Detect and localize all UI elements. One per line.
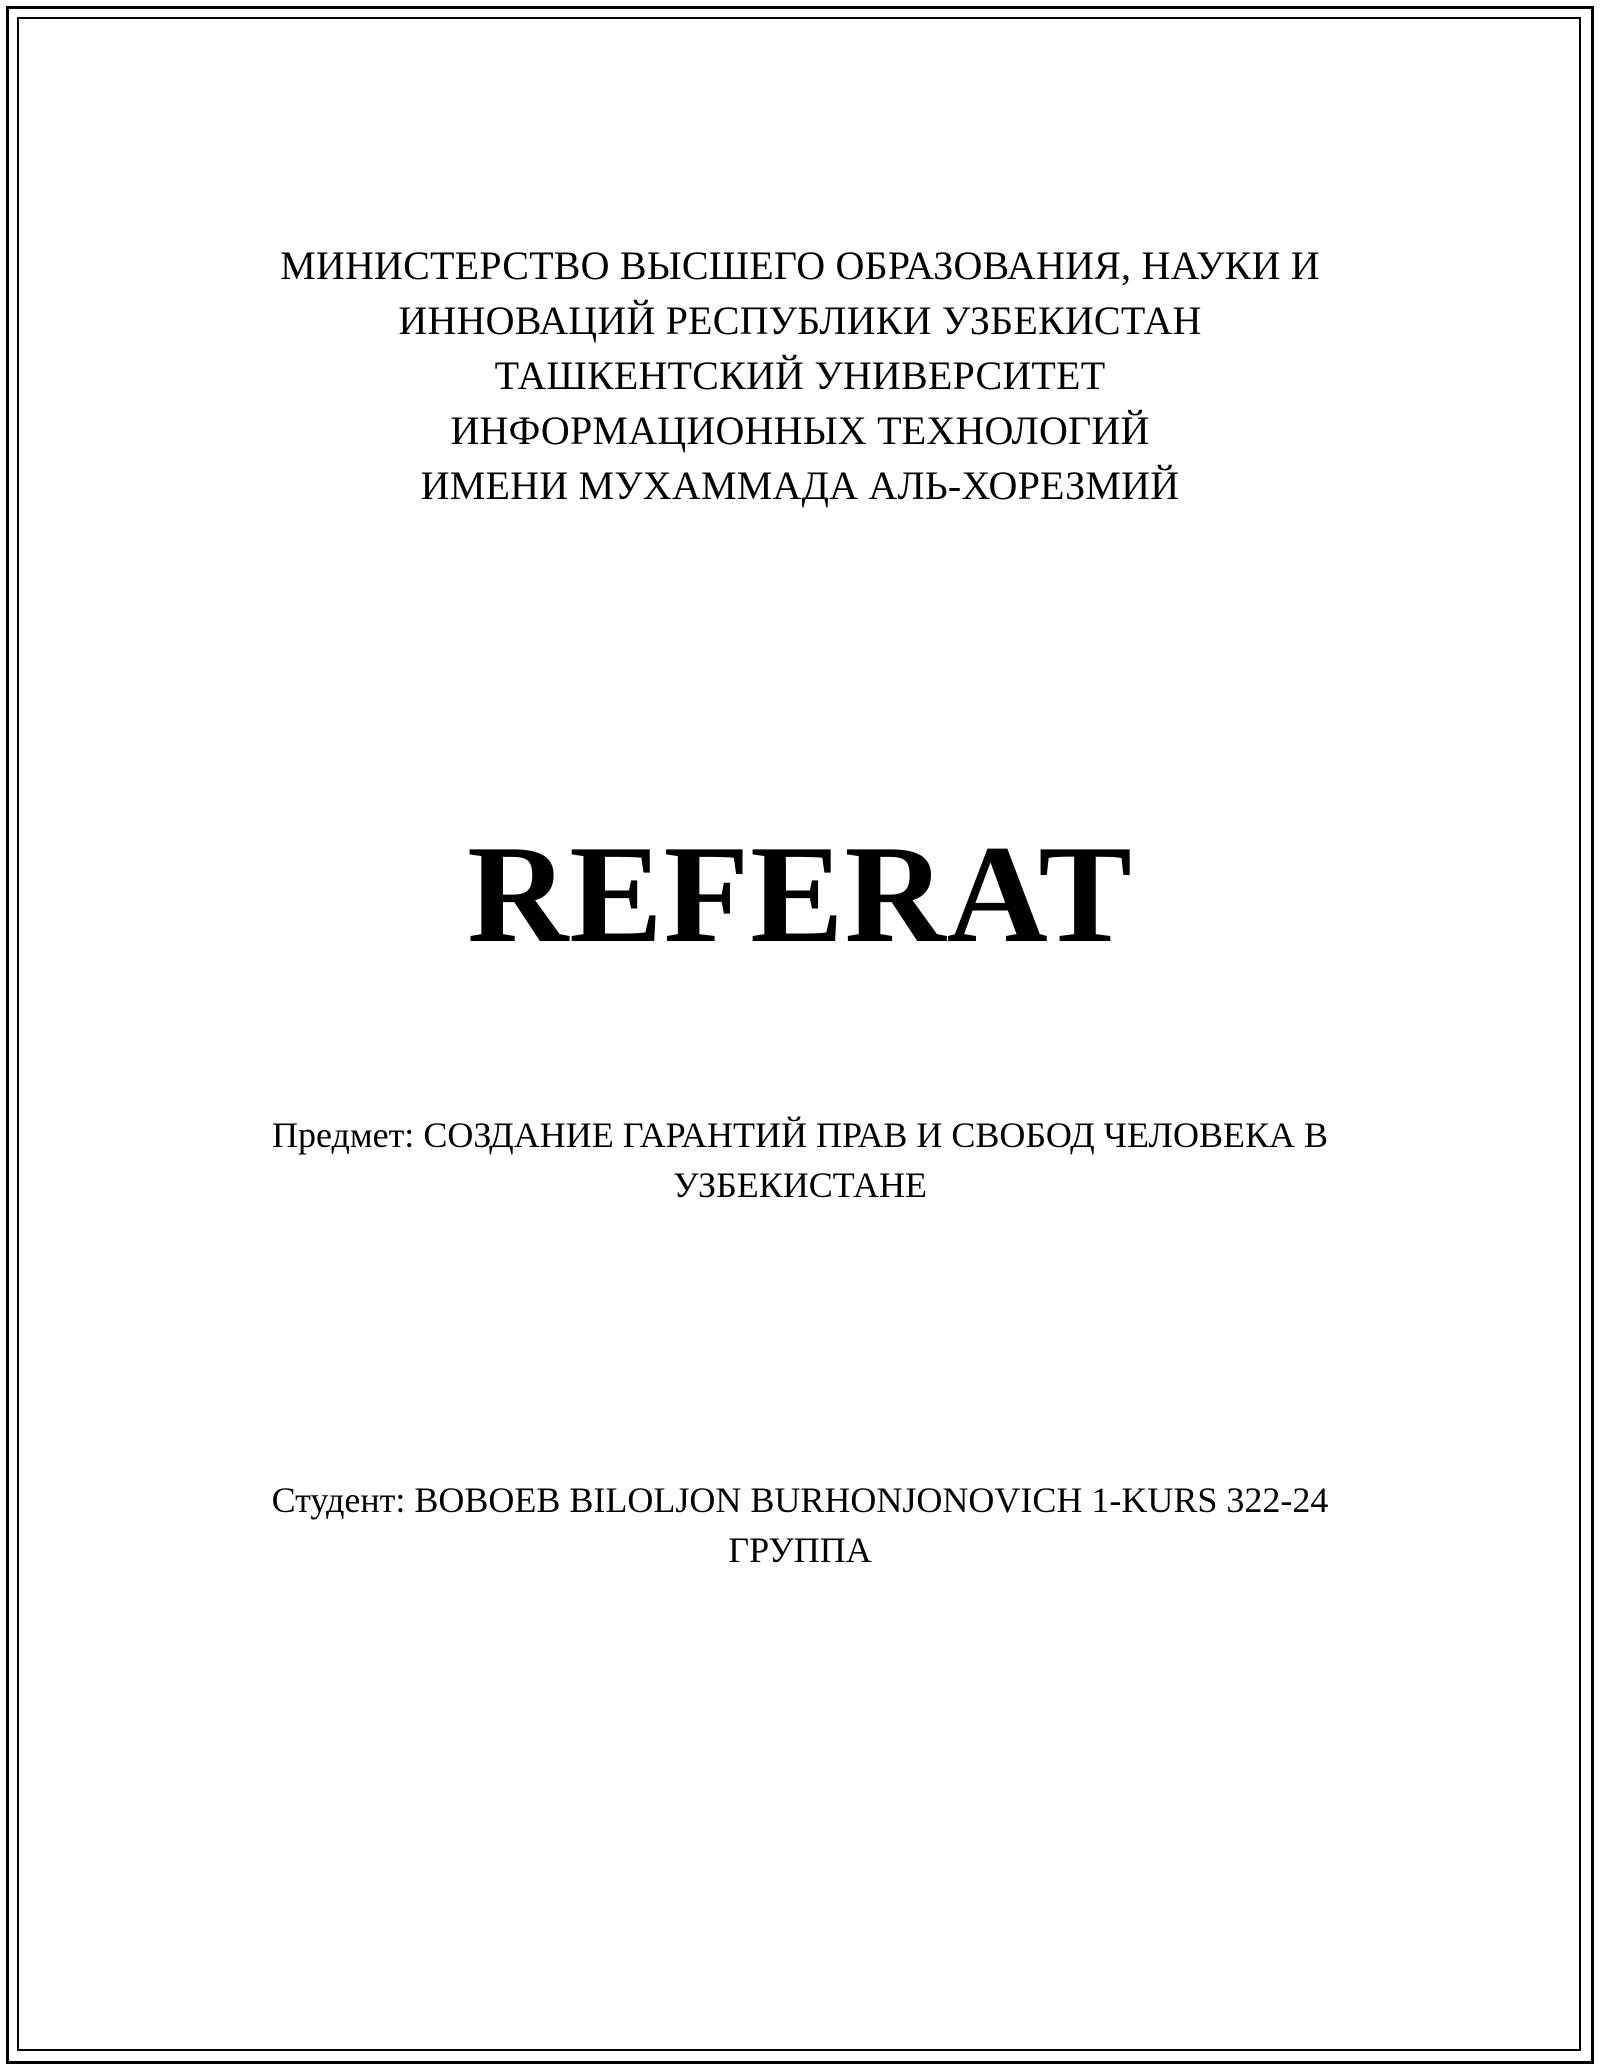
student-section	[0, 1475, 1600, 1575]
subject-line-1: Предмет: СОЗДАНИЕ ГАРАНТИЙ ПРАВ И СВОБОД ЧЕЛОВЕКА В	[272, 1115, 1328, 1155]
student-line-1: Студент: BOBOEB BILOLJON BURHONJONOVICH 1-KURS 322-24	[271, 1480, 1329, 1520]
header-line-university: ТАШКЕНТСКИЙ УНИВЕРСИТЕТ	[494, 353, 1106, 398]
student-line-2: ГРУППА	[728, 1530, 872, 1570]
institution-header	[0, 238, 1600, 513]
subject-section	[0, 1110, 1600, 1210]
header-line-named-after: ИМЕНИ МУХАММАДА АЛЬ-ХОРЕЗМИЙ	[420, 463, 1180, 508]
header-line-ministry: МИНИСТЕРСТВО ВЫСШЕГО ОБРАЗОВАНИЯ, НАУКИ И	[280, 243, 1320, 288]
header-line-republic: ИННОВАЦИЙ РЕСПУБЛИКИ УЗБЕКИСТАН	[398, 298, 1202, 343]
document-title: REFERAT	[467, 817, 1133, 972]
subject-line-2: УЗБЕКИСТАНЕ	[673, 1165, 927, 1205]
header-line-it: ИНФОРМАЦИОННЫХ ТЕХНОЛОГИЙ	[450, 408, 1150, 453]
